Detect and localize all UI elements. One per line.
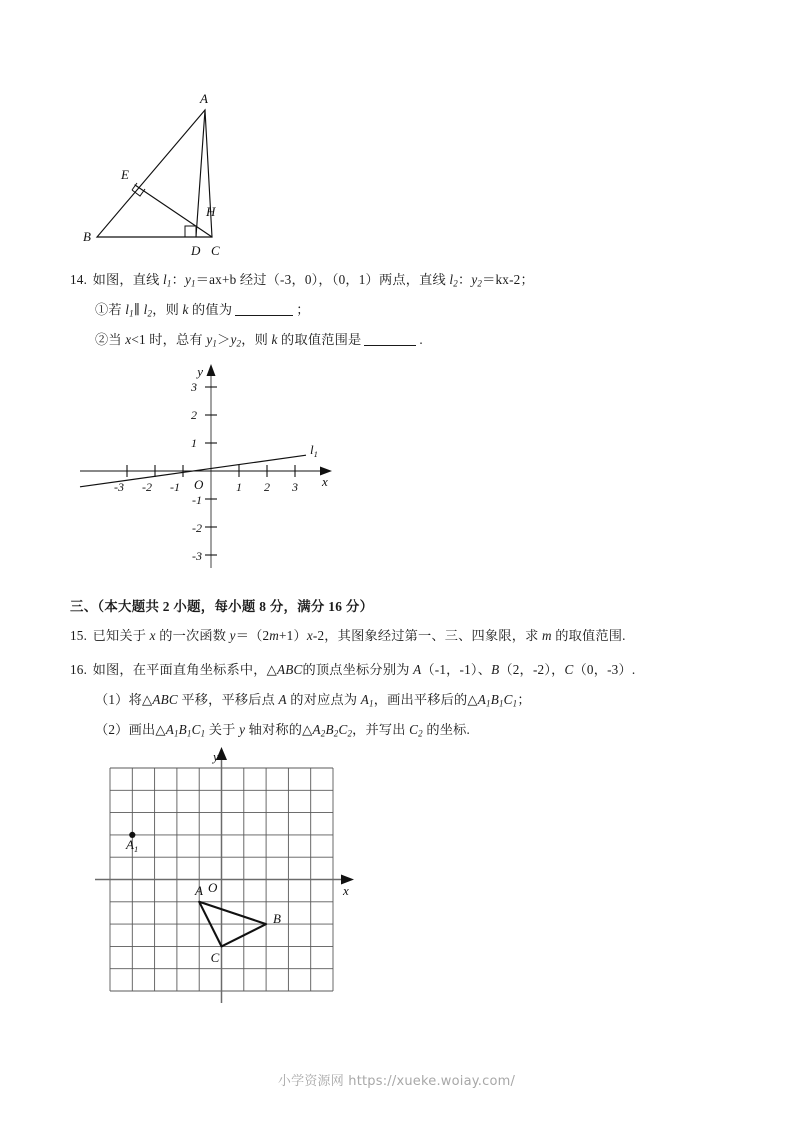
question-14-stem xyxy=(70,270,534,291)
q15-x2: x xyxy=(306,628,313,643)
q14-colon1: ： xyxy=(171,272,185,287)
q14-eq1-rest: ＝ax+b 经过（-3，0），（0，1）两点，直线 xyxy=(195,272,450,287)
y-tick-label-3: 3 xyxy=(191,380,197,394)
q16-p1-d: ，画出平移后的△ xyxy=(373,692,478,707)
q14-eq2-y: y xyxy=(471,272,478,287)
q16-stem-c: （-1，-1）、 xyxy=(421,662,492,677)
q15-y: y xyxy=(229,628,236,643)
figure-triangle-abc xyxy=(70,85,370,260)
q16-p1-A1: A xyxy=(360,692,370,707)
q14-sub1-d: ； xyxy=(296,302,310,317)
x-tick-label-2: 2 xyxy=(264,480,270,494)
q14-sub1-l1: l xyxy=(125,302,130,317)
q15-f: 的取值范围. xyxy=(551,628,626,643)
q14-sub2-b: <1 时，总有 xyxy=(131,332,207,347)
q14-eq1-y: y xyxy=(184,272,192,287)
q14-colon2: ： xyxy=(457,272,472,287)
label-A: A xyxy=(195,883,203,898)
q16-stem-d: （2，-2）， xyxy=(499,662,565,677)
q14-sub1-l1sub: 1 xyxy=(129,308,134,319)
y-axis-arrow xyxy=(207,364,216,376)
x-axis-label: x xyxy=(343,883,349,898)
q16-p1-abc: ABC xyxy=(152,692,178,707)
q15-c: ＝（2 xyxy=(235,628,270,643)
figure-line-graph xyxy=(70,362,360,587)
x-axis-label: x xyxy=(322,474,328,489)
y-tick-label--1: -1 xyxy=(192,493,202,507)
q16-p2-triangle1: $A_1B_1C_1$ xyxy=(165,722,206,739)
x-tick-label-1: 1 xyxy=(236,480,242,494)
q16-p2-a: 画出△ xyxy=(128,722,166,737)
origin-label: O xyxy=(194,477,204,492)
q14-eq2-rest: ＝kx-2； xyxy=(482,272,534,287)
q14-sub1-l2sub: 2 xyxy=(147,308,153,319)
question-16-part-1 xyxy=(95,690,531,711)
q14-sub2-y2sub: 2 xyxy=(236,338,242,349)
series-label-l1: $l_1$ xyxy=(310,442,318,459)
question-15-number: 15. xyxy=(70,628,88,643)
q14-eq2-ysub: 2 xyxy=(477,278,483,289)
q16-p1-c: 的对应点为 xyxy=(286,692,361,707)
question-14-sub1 xyxy=(95,300,310,321)
q14-sub2-y1sub: 1 xyxy=(212,338,218,349)
q14-stem-before: 如图，直线 xyxy=(92,272,164,287)
label-D: D xyxy=(191,243,201,258)
x-tick-label--1: -1 xyxy=(170,480,180,494)
q14-sub2-d: 的取值范围是 xyxy=(277,332,362,347)
question-16-stem xyxy=(70,660,635,680)
q16-p2-C2sub: 2 xyxy=(418,728,423,739)
question-16-number: 16. xyxy=(70,662,88,677)
q14-sub1-l2: l xyxy=(143,302,148,317)
q16-p2-marker: （2） xyxy=(95,722,129,737)
q14-sub1-k: k xyxy=(182,302,189,317)
q14-sub2-x: x xyxy=(125,332,132,347)
q14-line1-name: l xyxy=(163,272,167,287)
label-H: H xyxy=(206,204,216,219)
q14-sub2-k: k xyxy=(271,332,278,347)
label-E: E xyxy=(121,167,129,182)
section-3-heading: 三、（本大题共 2 小题，每小题 8 分，满分 16 分） xyxy=(70,599,374,614)
q14-line2-name: l xyxy=(449,272,454,287)
label-C: C xyxy=(211,243,220,258)
label-B: B xyxy=(83,229,91,244)
q14-sub2-y1: y xyxy=(206,332,213,347)
question-16-part-2 xyxy=(95,720,470,741)
q16-p1-A: A xyxy=(278,692,287,707)
q15-m2: m xyxy=(542,628,552,643)
q16-p2-y: y xyxy=(239,722,246,737)
q15-e: -2，其图象经过第一、三、四象限，求 xyxy=(312,628,542,643)
y-tick-label-2: 2 xyxy=(191,408,197,422)
y-axis-label: y xyxy=(197,364,203,379)
x-tick-label--3: -3 xyxy=(114,480,124,494)
q15-m1: m xyxy=(269,628,280,643)
q14-sub2-a: 当 xyxy=(108,332,126,347)
q16-p1-triangle1: $A_1B_1C_1$ xyxy=(477,692,518,709)
q16-p1-a: 将△ xyxy=(128,692,153,707)
q16-stem-C: C xyxy=(564,662,574,677)
triangle-outline xyxy=(97,110,212,237)
q15-x1: x xyxy=(149,628,156,643)
question-14-sub2 xyxy=(95,330,423,351)
q14-sub1-a: 若 xyxy=(108,302,126,317)
segment-ce xyxy=(135,185,212,237)
q16-p2-C2: C xyxy=(409,722,419,737)
y-tick-label-1: 1 xyxy=(191,436,197,450)
label-a1: $A_1$ xyxy=(126,837,139,854)
q14-sub2-c: ，则 xyxy=(241,332,272,347)
y-tick-label--3: -3 xyxy=(192,549,202,563)
q14-sub2-y2: y xyxy=(230,332,237,347)
y-axis-label: y xyxy=(213,749,219,764)
question-14-number: 14. xyxy=(70,272,88,287)
q16-p2-c: 轴对称的△ xyxy=(245,722,313,737)
figure-grid-graph xyxy=(95,745,370,1010)
q16-p1-A1sub: 1 xyxy=(369,698,374,709)
watermark: 小学资源网 https://xueke.woiay.com/ xyxy=(277,1074,516,1089)
q16-stem-abc: ABC xyxy=(276,662,303,677)
label-A: A xyxy=(200,91,208,106)
q16-stem-b: 的顶点坐标分别为 xyxy=(302,662,414,677)
origin-label-O: O xyxy=(208,880,218,895)
q16-stem-e: （0，-3）. xyxy=(573,662,636,677)
q14-sub1-c: 的值为 xyxy=(188,302,233,317)
q16-p2-triangle2: $A_2B_2C_2$ xyxy=(312,722,353,739)
right-angle-mark-d xyxy=(185,226,196,237)
q16-stem-a: 如图，在平面直角坐标系中，△ xyxy=(92,662,277,677)
segment-ad xyxy=(196,110,205,237)
q16-p1-b: 平移，平移后点 xyxy=(177,692,279,707)
q16-p1-e: ； xyxy=(517,692,531,707)
q14-line2-sub: 2 xyxy=(453,278,458,289)
x-tick-label-3: 3 xyxy=(292,480,298,494)
y-tick-label--2: -2 xyxy=(192,521,202,535)
q16-p2-d: ，并写出 xyxy=(352,722,410,737)
q15-a: 已知关于 xyxy=(92,628,150,643)
answer-blank-14-1[interactable] xyxy=(235,315,293,316)
question-15 xyxy=(70,626,626,646)
q16-p2-e: 的坐标. xyxy=(422,722,471,737)
q16-stem-B: B xyxy=(491,662,500,677)
q14-sub1-marker: ① xyxy=(95,302,109,317)
q14-sub1-parallel: ∥ xyxy=(133,302,144,317)
q14-sub2-marker: ② xyxy=(95,332,109,347)
x-tick-label--2: -2 xyxy=(142,480,152,494)
q14-eq1-ysub: 1 xyxy=(191,278,196,289)
q15-b: 的一次函数 xyxy=(155,628,230,643)
q15-d: +1） xyxy=(279,628,307,643)
q16-p2-b: 关于 xyxy=(205,722,240,737)
answer-blank-14-2[interactable] xyxy=(364,345,416,346)
label-C: C xyxy=(210,950,220,965)
q16-p1-marker: （1） xyxy=(95,692,129,707)
q14-sub2-e: . xyxy=(419,332,423,347)
q14-line1-sub: 1 xyxy=(166,278,172,289)
q14-sub1-b: ，则 xyxy=(152,302,183,317)
label-B: B xyxy=(273,911,281,926)
q16-stem-A: A xyxy=(413,662,422,677)
q14-sub2-gt: ＞ xyxy=(217,332,231,347)
